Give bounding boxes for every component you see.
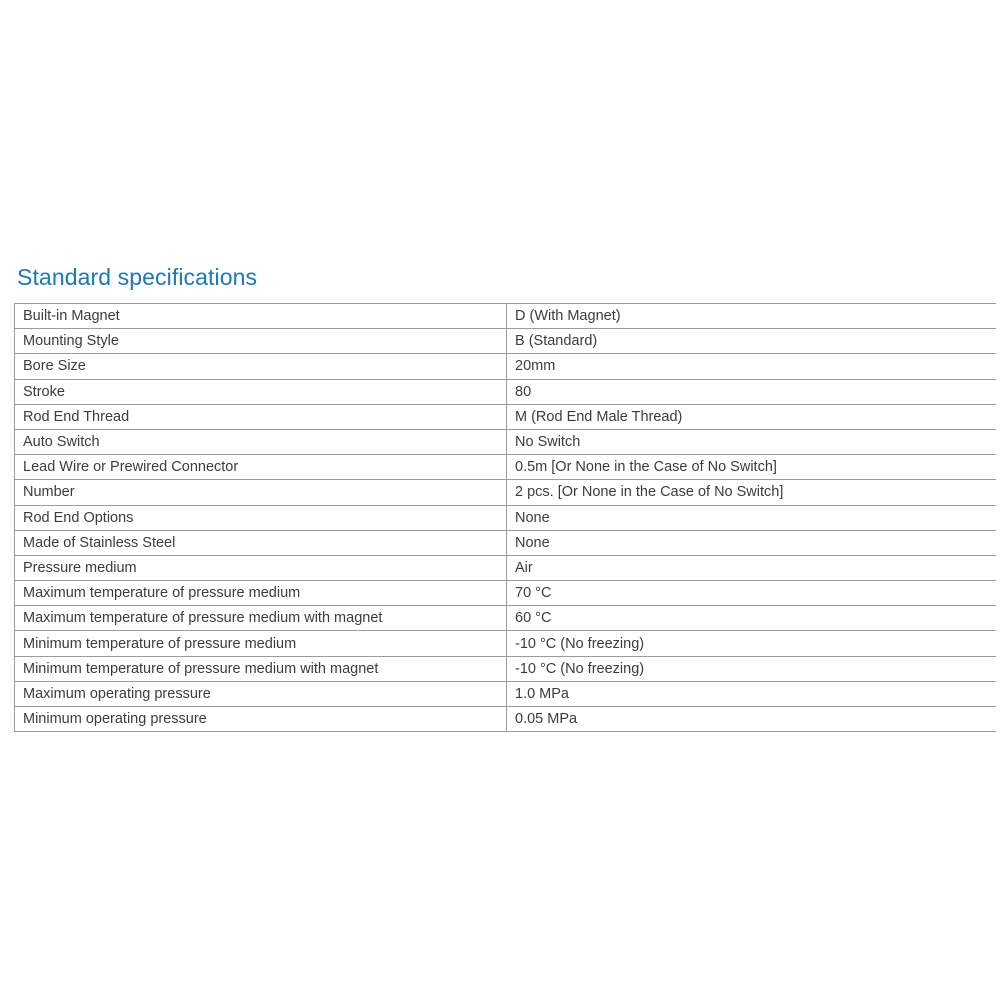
spec-label-cell: Built-in Magnet [15, 304, 507, 329]
spec-value-cell: B (Standard) [507, 329, 997, 354]
standard-specifications-table [14, 303, 978, 732]
page-title: Standard specifications [17, 264, 258, 290]
spec-value-cell: 20mm [507, 354, 997, 379]
spec-value-cell: 0.05 MPa [507, 707, 997, 732]
spec-value-cell: M (Rod End Male Thread) [507, 404, 997, 429]
table-row [15, 581, 997, 606]
spec-label-cell: Maximum temperature of pressure medium with magnet [15, 606, 507, 631]
spec-value-cell: -10 °C (No freezing) [507, 631, 997, 656]
spec-label-cell: Bore Size [15, 354, 507, 379]
spec-value-cell: D (With Magnet) [507, 304, 997, 329]
spec-label-cell: Made of Stainless Steel [15, 530, 507, 555]
spec-value-cell: Air [507, 555, 997, 580]
table-row [15, 304, 997, 329]
spec-label-cell: Rod End Thread [15, 404, 507, 429]
spec-label-cell: Stroke [15, 379, 507, 404]
spec-table-body [15, 304, 997, 732]
spec-label-cell: Minimum temperature of pressure medium with magnet [15, 656, 507, 681]
spec-label-cell: Maximum operating pressure [15, 681, 507, 706]
table-row [15, 707, 997, 732]
table-row [15, 555, 997, 580]
spec-value-cell: None [507, 505, 997, 530]
spec-table [14, 303, 996, 732]
spec-value-cell: No Switch [507, 429, 997, 454]
spec-label-cell: Lead Wire or Prewired Connector [15, 455, 507, 480]
spec-label-cell: Pressure medium [15, 555, 507, 580]
table-row [15, 354, 997, 379]
table-row [15, 480, 997, 505]
spec-value-cell: 60 °C [507, 606, 997, 631]
spec-value-cell: 2 pcs. [Or None in the Case of No Switch] [507, 480, 997, 505]
spec-label-cell: Number [15, 480, 507, 505]
table-row [15, 329, 997, 354]
table-row [15, 379, 997, 404]
spec-label-cell: Mounting Style [15, 329, 507, 354]
table-row [15, 681, 997, 706]
spec-label-cell: Rod End Options [15, 505, 507, 530]
spec-label-cell: Maximum temperature of pressure medium [15, 581, 507, 606]
spec-value-cell: 0.5m [Or None in the Case of No Switch] [507, 455, 997, 480]
table-row [15, 631, 997, 656]
spec-value-cell: 80 [507, 379, 997, 404]
spec-value-cell: 1.0 MPa [507, 681, 997, 706]
table-row [15, 505, 997, 530]
table-row [15, 606, 997, 631]
spec-value-cell: None [507, 530, 997, 555]
spec-label-cell: Auto Switch [15, 429, 507, 454]
table-row [15, 404, 997, 429]
spec-value-cell: 70 °C [507, 581, 997, 606]
table-row [15, 429, 997, 454]
table-row [15, 455, 997, 480]
spec-label-cell: Minimum operating pressure [15, 707, 507, 732]
table-row [15, 530, 997, 555]
spec-label-cell: Minimum temperature of pressure medium [15, 631, 507, 656]
spec-value-cell: -10 °C (No freezing) [507, 656, 997, 681]
table-row [15, 656, 997, 681]
